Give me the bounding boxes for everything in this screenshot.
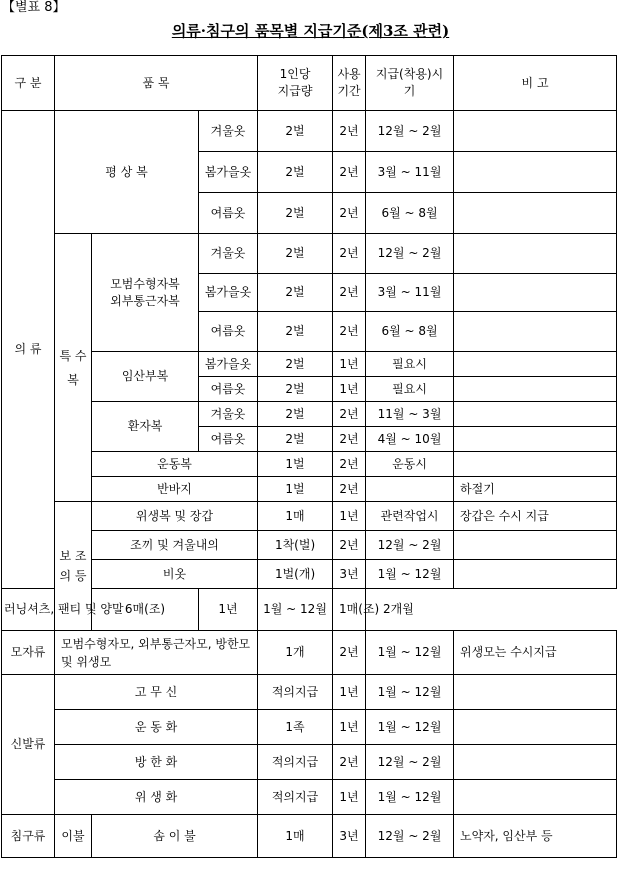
category-shoes: 신발류 <box>2 675 55 815</box>
time-cell: 3월 ~ 11월 <box>366 274 454 312</box>
header-period: 사용 기간 <box>333 56 366 111</box>
item-cell: 위생복 및 장갑 <box>92 502 258 531</box>
note-cell: 장갑은 수시 지급 <box>454 502 617 531</box>
qty-cell: 2벌 <box>258 111 333 152</box>
table-row <box>2 710 617 745</box>
time-cell: 1월 ~ 12월 <box>366 780 454 815</box>
period-cell: 2년 <box>333 745 366 780</box>
note-cell <box>454 710 617 745</box>
table-row <box>2 402 617 427</box>
season-cell: 봄가을옷 <box>199 152 258 193</box>
table-row <box>2 502 617 531</box>
time-cell: 4월 ~ 10월 <box>366 427 454 452</box>
period-cell: 2년 <box>333 111 366 152</box>
header-row <box>2 56 617 111</box>
note-cell: 위생모는 수시지급 <box>454 631 617 675</box>
qty-cell: 적의지급 <box>258 780 333 815</box>
table-row <box>2 675 617 710</box>
table-row <box>2 780 617 815</box>
season-cell: 여름옷 <box>199 377 258 402</box>
category-clothing: 의 류 <box>2 111 55 589</box>
item-cell: 위 생 화 <box>55 780 258 815</box>
period-cell: 2년 <box>333 477 366 502</box>
table-row <box>2 560 617 589</box>
table-row <box>2 234 617 274</box>
item-cell: 조끼 및 겨울내의 <box>92 531 258 560</box>
qty-cell: 2벌 <box>258 312 333 352</box>
time-cell: 관련작업시 <box>366 502 454 531</box>
period-cell: 2년 <box>333 402 366 427</box>
note-cell <box>454 452 617 477</box>
period-cell: 3년 <box>333 815 366 858</box>
qty-cell: 1벌 <box>258 452 333 477</box>
item-cell: 고 무 신 <box>55 675 258 710</box>
season-cell: 여름옷 <box>199 193 258 234</box>
table-row <box>2 631 617 675</box>
time-cell: 1월 ~ 12월 <box>366 560 454 589</box>
season-cell: 여름옷 <box>199 427 258 452</box>
period-cell: 1년 <box>333 377 366 402</box>
season-cell: 여름옷 <box>199 312 258 352</box>
period-cell: 1년 <box>333 780 366 815</box>
period-cell: 2년 <box>333 152 366 193</box>
table-row <box>2 745 617 780</box>
page-title: 의류·침구의 품목별 지급기준(제3조 관련) <box>171 22 450 40</box>
period-cell: 1년 <box>333 502 366 531</box>
table-row <box>2 111 617 152</box>
time-cell: 12월 ~ 2월 <box>366 111 454 152</box>
qty-cell: 2벌 <box>258 274 333 312</box>
table-row <box>2 452 617 477</box>
item-patient: 환자복 <box>92 402 199 452</box>
category-bedding: 침구류 <box>2 815 55 858</box>
time-cell: 필요시 <box>366 377 454 402</box>
table-row <box>2 815 617 858</box>
note-cell: 하절기 <box>454 477 617 502</box>
item-cotton-blanket: 솜 이 불 <box>92 815 258 858</box>
time-cell: 3월 ~ 11월 <box>366 152 454 193</box>
qty-cell: 1족 <box>258 710 333 745</box>
qty-cell: 2벌 <box>258 193 333 234</box>
qty-cell: 1벌 <box>258 477 333 502</box>
note-cell <box>454 402 617 427</box>
period-cell: 2년 <box>333 234 366 274</box>
period-cell: 2년 <box>333 452 366 477</box>
item-regular: 평 상 복 <box>55 111 199 234</box>
time-cell: 1월 ~ 12월 <box>366 631 454 675</box>
subcategory-special: 특 수 복 <box>55 234 92 502</box>
note-cell <box>454 152 617 193</box>
qty-cell: 적의지급 <box>258 675 333 710</box>
qty-cell: 2벌 <box>258 402 333 427</box>
qty-cell: 2벌 <box>258 377 333 402</box>
item-model-commuter: 모범수형자복 외부통근자복 <box>92 234 199 352</box>
season-cell: 겨울옷 <box>199 402 258 427</box>
time-cell: 1월 ~ 12월 <box>366 675 454 710</box>
qty-cell: 2벌 <box>258 352 333 377</box>
season-cell: 겨울옷 <box>199 234 258 274</box>
item-sportswear: 운동복 <box>92 452 258 477</box>
period-cell: 1년 <box>333 675 366 710</box>
time-cell: 12월 ~ 2월 <box>366 745 454 780</box>
time-cell: 12월 ~ 2월 <box>366 531 454 560</box>
header-qty: 1인당 지급량 <box>258 56 333 111</box>
period-cell: 2년 <box>333 312 366 352</box>
time-cell: 운동시 <box>366 452 454 477</box>
annex-label: 【별표 8】 <box>2 0 66 15</box>
item-cell: 러닝셔츠, 팬티 및 양말 <box>2 589 92 631</box>
period-cell: 3년 <box>333 560 366 589</box>
header-time: 지급(착용)시 기 <box>366 56 454 111</box>
item-hats: 모범수형자모, 외부통근자모, 방한모 및 위생모 <box>55 631 258 675</box>
time-cell: 12월 ~ 2월 <box>366 815 454 858</box>
note-cell <box>454 675 617 710</box>
time-cell: 11월 ~ 3월 <box>366 402 454 427</box>
period-cell: 2년 <box>333 427 366 452</box>
period-cell: 1년 <box>333 352 366 377</box>
header-category: 구 분 <box>2 56 55 111</box>
qty-cell: 1착(벌) <box>258 531 333 560</box>
note-cell <box>454 531 617 560</box>
note-cell <box>454 352 617 377</box>
season-cell: 봄가을옷 <box>199 352 258 377</box>
note-cell <box>454 560 617 589</box>
time-cell: 6월 ~ 8월 <box>366 312 454 352</box>
time-cell: 1월 ~ 12월 <box>366 710 454 745</box>
time-cell: 6월 ~ 8월 <box>366 193 454 234</box>
supply-standard-table <box>1 55 617 858</box>
season-cell: 봄가을옷 <box>199 274 258 312</box>
note-cell <box>454 193 617 234</box>
note-cell <box>454 780 617 815</box>
item-maternity: 임산부복 <box>92 352 199 402</box>
note-cell <box>454 312 617 352</box>
note-cell <box>454 274 617 312</box>
qty-cell: 1매 <box>258 502 333 531</box>
qty-cell: 1개 <box>258 631 333 675</box>
note-cell <box>454 427 617 452</box>
qty-cell: 2벌 <box>258 152 333 193</box>
table-row <box>2 531 617 560</box>
qty-cell: 1벌(개) <box>258 560 333 589</box>
period-cell: 1년 <box>199 589 258 631</box>
table-row <box>2 589 617 631</box>
period-cell: 2년 <box>333 631 366 675</box>
table-row <box>2 477 617 502</box>
time-cell: 12월 ~ 2월 <box>366 234 454 274</box>
season-cell: 겨울옷 <box>199 111 258 152</box>
qty-cell: 2벌 <box>258 427 333 452</box>
note-cell <box>454 377 617 402</box>
header-note: 비 고 <box>454 56 617 111</box>
note-cell: 노약자, 임산부 등 <box>454 815 617 858</box>
item-cell: 운 동 화 <box>55 710 258 745</box>
header-item: 품 목 <box>55 56 258 111</box>
note-cell <box>454 234 617 274</box>
item-cell: 방 한 화 <box>55 745 258 780</box>
note-cell <box>454 111 617 152</box>
note-cell <box>454 745 617 780</box>
qty-cell: 6매(조) <box>92 589 199 631</box>
item-cell: 비옷 <box>92 560 258 589</box>
subcategory-blanket: 이불 <box>55 815 92 858</box>
qty-cell: 적의지급 <box>258 745 333 780</box>
category-hats: 모자류 <box>2 631 55 675</box>
qty-cell: 2벌 <box>258 234 333 274</box>
time-cell <box>366 477 454 502</box>
period-cell: 1년 <box>333 710 366 745</box>
period-cell: 2년 <box>333 193 366 234</box>
subcategory-auxiliary: 보 조 의 등 <box>55 502 92 631</box>
period-cell: 2년 <box>333 531 366 560</box>
item-shorts: 반바지 <box>92 477 258 502</box>
time-cell: 1월 ~ 12월 <box>258 589 333 631</box>
period-cell: 2년 <box>333 274 366 312</box>
table-row <box>2 352 617 377</box>
qty-cell: 1매 <box>258 815 333 858</box>
time-cell: 필요시 <box>366 352 454 377</box>
note-cell: 1매(조) 2개월 <box>333 589 366 631</box>
